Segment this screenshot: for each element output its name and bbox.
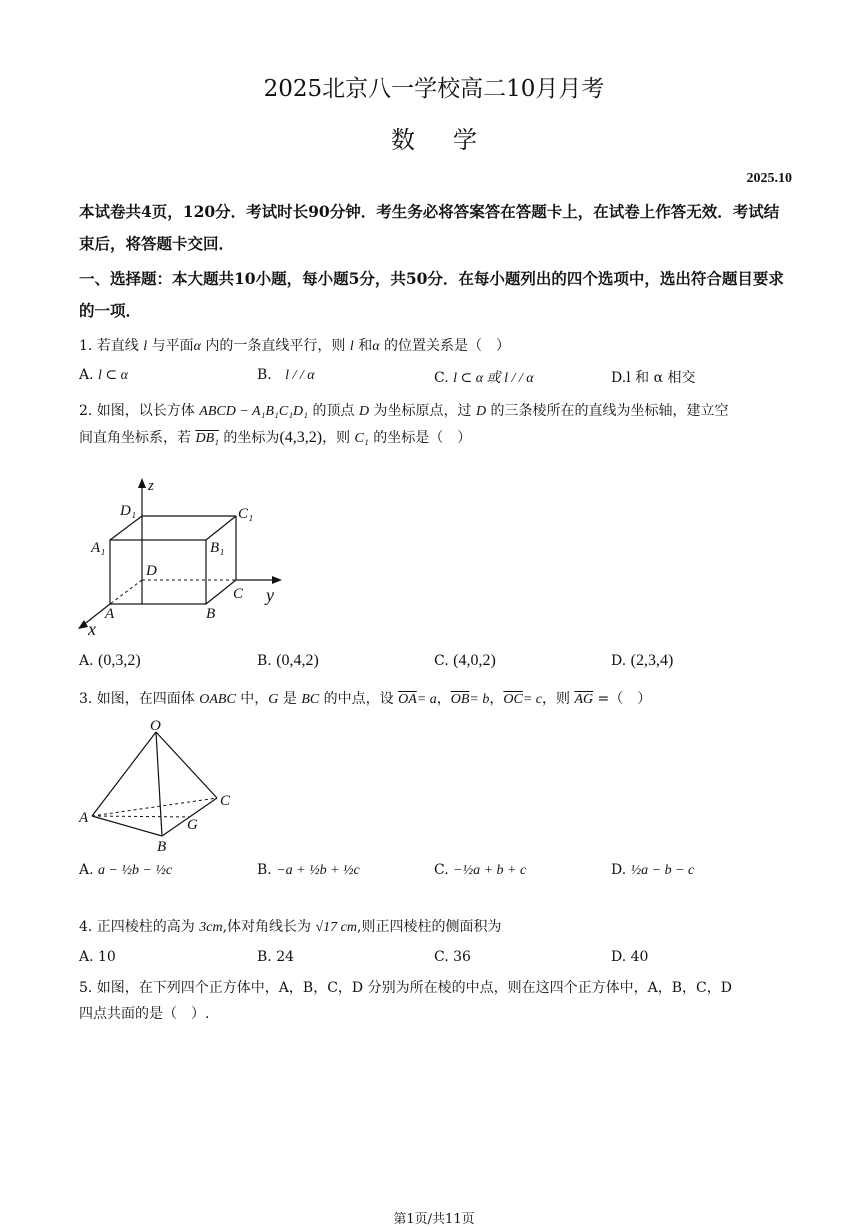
q2-text-5: 间直角坐标系，若 <box>79 430 196 446</box>
q2-text-3: 为坐标原点，过 <box>369 403 476 419</box>
q3-eq2-val: = b <box>469 692 490 707</box>
label-d: D <box>146 563 157 579</box>
q3-option-d-label: D. <box>611 862 627 878</box>
label-b: B <box>157 839 167 855</box>
q1-option-a-text: l ⊂ α <box>98 368 128 383</box>
q1-option-b[interactable] <box>257 367 315 384</box>
q3-sep-2: ， <box>489 691 504 707</box>
q1-option-a[interactable] <box>79 367 128 384</box>
q4-option-c-label: C. <box>434 949 449 965</box>
q2-option-d[interactable] <box>611 652 673 670</box>
q3-text-1: 3. 如图，在四面体 <box>79 691 200 707</box>
q2-vector-db1: DB₁ <box>195 431 219 446</box>
q4-option-d-text: 40 <box>630 949 649 965</box>
q4-diagonal: √17 cm <box>315 920 358 935</box>
q4-option-a[interactable] <box>79 949 116 965</box>
q1-option-b-label: B. <box>257 367 272 383</box>
q1-text-mid3: 和 <box>353 338 373 354</box>
q1-option-d-text: l 和 α 相交 <box>626 370 696 386</box>
q4-text-2: ,体对角线长为 <box>222 919 316 935</box>
q3-segment-bc: BC <box>301 692 320 707</box>
q4-option-d[interactable] <box>611 949 648 965</box>
q1-symbol-l-2: l <box>349 339 354 354</box>
q1-text-mid1: 与平面 <box>147 338 194 354</box>
q1-text-mid2: 内的一条直线平行，则 <box>200 338 350 354</box>
q2-text-4: 的三条棱所在的直线为坐标轴，建立空 <box>486 403 729 419</box>
q2-solid: ABCD − A₁B₁C₁D₁ <box>199 404 309 419</box>
q1-symbol-alpha-2: α <box>372 339 380 354</box>
subject-title: 数学 <box>391 126 515 154</box>
q2-point-d: D <box>358 404 370 419</box>
q3-text-2: 中， <box>235 691 269 707</box>
q1-option-a-label: A. <box>79 367 94 383</box>
q4-option-a-text: 10 <box>98 949 116 965</box>
q2-option-d-text: (2,3,4) <box>630 652 674 669</box>
q3-option-b-text: −a + ½b + ½c <box>276 863 360 878</box>
q1-text-end: 的位置关系是（ ） <box>379 338 511 354</box>
q3-option-d-text: ½a − b − c <box>630 863 695 878</box>
q3-option-b[interactable] <box>257 862 360 879</box>
q3-text-6: =（ ） <box>593 691 652 707</box>
q2-text-8: 的坐标是（ ） <box>368 430 472 446</box>
label-o: O <box>150 718 161 734</box>
q1-option-c-text: l ⊂ α 或 l / / α <box>453 371 534 386</box>
label-x: x <box>88 619 96 639</box>
q1-option-d[interactable] <box>611 367 695 387</box>
q2-option-b-label: B. <box>257 653 272 669</box>
q2-option-d-label: D. <box>611 653 627 669</box>
q5-line-2: 四点共面的是（ ）. <box>79 1006 210 1022</box>
q4-option-b-label: B. <box>257 949 272 965</box>
section1-heading: 一、选择题：本大题共10小题，每小题5分，共50分．在每小题列出的四个选项中，选出符合题目要求的一项． <box>79 269 784 320</box>
label-d1: D₁ <box>120 503 137 519</box>
q3-option-d[interactable] <box>611 862 694 879</box>
tetrahedron-figure <box>74 718 244 858</box>
label-a1: A₁ <box>91 540 106 556</box>
label-c1: C₁ <box>238 506 254 522</box>
q2-option-a-text: (0,3,2) <box>98 652 141 669</box>
label-a: A <box>79 810 89 826</box>
q3-option-c-text: −½a + b + c <box>453 863 527 878</box>
question-1-stem <box>79 333 794 360</box>
q2-option-c-text: (4,0,2) <box>453 652 496 669</box>
q1-option-c[interactable] <box>434 367 534 387</box>
cuboid-figure <box>72 470 292 640</box>
q4-option-c[interactable] <box>434 949 471 965</box>
q5-line-1: 5. 如图，在下列四个正方体中，A，B，C，D 分别为所在棱的中点，则在这四个正方体中，A，B，C，D <box>79 980 732 996</box>
label-b: B <box>206 606 216 622</box>
q4-option-c-text: 36 <box>453 949 471 965</box>
q3-option-a-label: A. <box>79 862 94 878</box>
q3-vector-oc: $\overline{OC}$ <box>503 692 523 707</box>
q3-option-a[interactable] <box>79 862 172 879</box>
q3-option-a-text: a − ½b − ½c <box>98 863 173 878</box>
q3-option-b-label: B. <box>257 862 272 878</box>
q3-vector-ag: $\overline{AG}$ <box>574 692 594 707</box>
q2-point-d-2: D <box>475 404 487 419</box>
q4-option-a-label: A. <box>79 949 94 965</box>
q3-option-c[interactable] <box>434 862 526 879</box>
q2-option-a[interactable] <box>79 652 141 670</box>
q2-option-b-text: (0,4,2) <box>276 652 319 669</box>
q3-vector-oa: $\overline{OA}$ <box>398 692 417 707</box>
label-c: C <box>220 793 231 809</box>
q4-text-3: ,则正四棱柱的侧面积为 <box>357 919 502 935</box>
q4-option-d-label: D. <box>611 949 627 965</box>
label-c: C <box>233 586 244 602</box>
q1-option-d-label: D. <box>611 370 627 386</box>
question-2-stem <box>79 398 794 452</box>
q4-option-b-text: 24 <box>276 949 295 965</box>
question-5-stem <box>79 975 794 1027</box>
label-z: z <box>148 478 154 494</box>
q4-text-1: 4. 正四棱柱的高为 <box>79 919 200 935</box>
label-g: G <box>187 817 198 833</box>
q3-option-c-label: C. <box>434 862 449 878</box>
q2-option-c[interactable] <box>434 652 496 670</box>
q1-option-c-label: C. <box>434 370 449 386</box>
q1-symbol-l: l <box>143 339 148 354</box>
q4-option-b[interactable] <box>257 949 294 965</box>
q4-height: 3cm <box>199 920 223 935</box>
q3-eq3-val: = c <box>522 692 542 707</box>
q3-sep-1: ， <box>436 691 451 707</box>
exam-title: 2025北京八一学校高二10月月考 <box>263 76 605 102</box>
instructions: 本试卷共4页，120分．考试时长90分钟．考生务必将答案答在答题卡上，在试卷上作答无效．考试结束后，将答题卡交回． <box>79 202 780 253</box>
q3-text-5: ，则 <box>541 691 575 707</box>
q3-text-4: 的中点，设 <box>319 691 399 707</box>
q1-text-pre: 1. 若直线 <box>79 338 144 354</box>
q1-symbol-alpha: α <box>193 339 201 354</box>
page-footer: 第1页/共11页 <box>393 1212 475 1227</box>
q2-coord: (4,3,2) <box>279 429 323 446</box>
q2-text-7: ，则 <box>322 430 355 446</box>
q2-option-c-label: C. <box>434 653 449 669</box>
q3-point-g: G <box>268 692 279 707</box>
q3-eq1-val: = a <box>416 692 437 707</box>
q2-text-2: 的顶点 <box>308 403 359 419</box>
label-y: y <box>266 585 274 605</box>
label-b1: B₁ <box>210 540 225 556</box>
question-4-stem <box>79 914 794 941</box>
q3-solid: OABC <box>199 692 236 707</box>
q2-option-b[interactable] <box>257 652 319 670</box>
q2-option-a-label: A. <box>79 653 94 669</box>
q3-vector-ob: $\overline{OB}$ <box>450 692 470 707</box>
label-a: A <box>105 606 115 622</box>
q1-option-b-text: l / / α <box>285 368 315 383</box>
q2-text-1: 2. 如图，以长方体 <box>79 403 200 419</box>
exam-date: 2025.10 <box>746 171 792 186</box>
question-3-stem <box>79 686 794 713</box>
q2-text-6: 的坐标为 <box>218 430 280 446</box>
q2-point-c1: C₁ <box>354 431 369 446</box>
q3-text-3: 是 <box>278 691 302 707</box>
